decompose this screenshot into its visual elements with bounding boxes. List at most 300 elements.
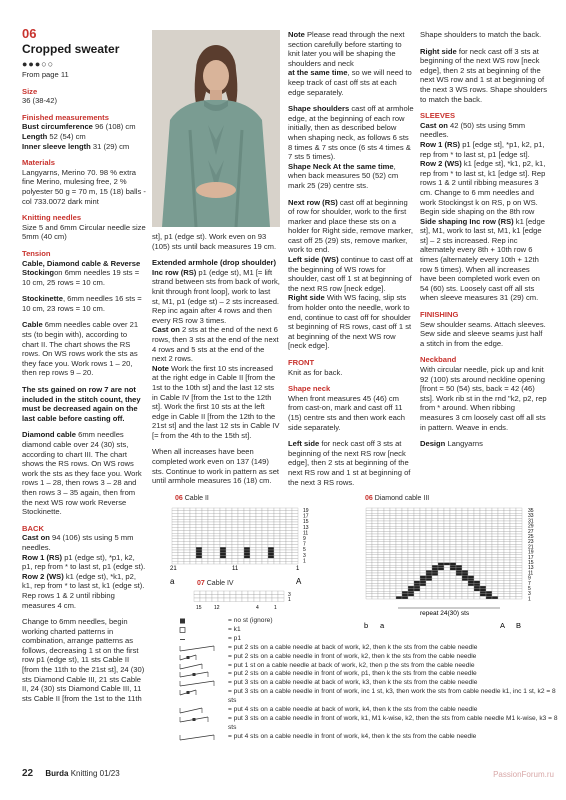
chart-cell: [450, 518, 456, 521]
chart-cell: [238, 525, 244, 528]
chart-cell: [414, 586, 420, 589]
chart-cell: [230, 591, 236, 595]
chart-cell: [504, 583, 510, 586]
chart-cell: [456, 560, 462, 563]
chart-cell: [402, 581, 408, 584]
chart-cell: [492, 537, 498, 540]
chart-cell: [408, 550, 414, 553]
chart-cell: [498, 570, 504, 573]
chart-cell: [414, 560, 420, 563]
chart-cell: [286, 544, 292, 547]
chart-cell: [456, 521, 462, 524]
chart-row-number: 3: [303, 552, 306, 559]
chart-cell: [486, 594, 492, 597]
chart-cell: [438, 586, 444, 589]
chart-cell: [510, 573, 516, 576]
chart-cell: [474, 576, 480, 579]
chart-cell: [516, 565, 522, 568]
chart-cell: [414, 547, 420, 550]
chart-cell: [250, 525, 256, 528]
chart-cell: [468, 529, 474, 532]
chart-cell: [190, 533, 196, 536]
chart-cell: [266, 598, 272, 602]
chart-cell: [504, 570, 510, 573]
chart-cell: [238, 539, 244, 542]
chart-cell: [280, 550, 286, 553]
chart-cell: [510, 576, 516, 579]
chart-cell: [474, 583, 480, 586]
chart-cell: [504, 573, 510, 576]
chart-cell: [432, 513, 438, 516]
chart-cell: [396, 560, 402, 563]
chart-cell: [468, 591, 474, 594]
chart-cell: [202, 514, 208, 517]
chart-cell: [384, 544, 390, 547]
chart-cell: [444, 534, 450, 537]
chart-cell: [372, 594, 378, 597]
chart-cell: [402, 578, 408, 581]
chart-cell: [474, 516, 480, 519]
chart-cell: [366, 511, 372, 514]
chart-cell: [190, 547, 196, 550]
chart-cell: [408, 521, 414, 524]
chart-cell: [390, 539, 396, 542]
chart-cell: [474, 526, 480, 529]
chart-cell: [250, 556, 256, 559]
chart-cell: [456, 586, 462, 589]
chart-cell: [384, 586, 390, 589]
chart-cell: [256, 516, 262, 519]
section-heading: Neckband: [420, 355, 457, 365]
chart-cell: [372, 508, 378, 511]
chart-cell: [432, 526, 438, 529]
chart-row-number: 5: [303, 547, 306, 554]
chart-row-number: 7: [303, 541, 306, 548]
chart-cell: [274, 516, 280, 519]
chart-cell: [474, 565, 480, 568]
chart-cell: [220, 556, 226, 559]
chart-cell: [178, 536, 184, 539]
body-text: p1 (edge st), M1 [= lift strand between sts from back of work, knit through front loop], work to last st, M1, p1 (edge st) – 2 sts increased. Rep inc again after 4 rows and then every RS row 3 times.: [152, 267, 280, 325]
chart-cell: [402, 539, 408, 542]
chart-cell: [456, 578, 462, 581]
chart-cell: [250, 536, 256, 539]
chart-cell: [372, 583, 378, 586]
chart-cell: [414, 516, 420, 519]
chart-cell: [480, 581, 486, 584]
chart-cell: [504, 524, 510, 527]
chart-cell: [384, 557, 390, 560]
chart-cell: [286, 522, 292, 525]
chart-cell: [268, 536, 274, 539]
chart-cell: [474, 539, 480, 542]
chart-cell: [194, 591, 200, 595]
chart-cell: [432, 596, 438, 599]
chart-cell: [196, 533, 202, 536]
chart-cell: [438, 576, 444, 579]
chart-cell: [214, 544, 220, 547]
chart-cell: [498, 576, 504, 579]
chart-cell: [402, 524, 408, 527]
chart-cell: [504, 521, 510, 524]
chart-row-number: 11: [528, 570, 534, 577]
chart-cell: [366, 516, 372, 519]
chart-cell: [396, 518, 402, 521]
chart-cell: [510, 537, 516, 540]
chart-cell: [438, 560, 444, 563]
chart-cell: [184, 514, 190, 517]
chart-cell: [214, 556, 220, 559]
chart-cell: [232, 556, 238, 559]
chart-cell: [420, 518, 426, 521]
chart-cell: [456, 563, 462, 566]
chart-cell: [402, 563, 408, 566]
chart-cell: [486, 563, 492, 566]
chart-cell: [444, 557, 450, 560]
chart-cell: [280, 508, 286, 511]
chart-cell: [396, 531, 402, 534]
chart-cell: [262, 519, 268, 522]
chart-cell: [250, 553, 256, 556]
chart-row-number: 3: [528, 591, 531, 598]
chart-cell: [444, 570, 450, 573]
chart-cell: [408, 539, 414, 542]
chart-cell: [426, 594, 432, 597]
col1-section: [22, 249, 146, 287]
chart-cell: [366, 552, 372, 555]
chart-cell: [226, 525, 232, 528]
chart-cell: [480, 526, 486, 529]
bold-term: Diamond cable: [22, 430, 77, 440]
chart-cell: [250, 539, 256, 542]
chart-cell: [456, 576, 462, 579]
chart-cell: [366, 550, 372, 553]
chart-cell: [426, 542, 432, 545]
chart-cell: [414, 563, 420, 566]
chart-cell: [396, 573, 402, 576]
chart-cell: [372, 550, 378, 553]
chart-cell: [420, 586, 426, 589]
legend-text: = put 4 sts on a cable needle at back of work, k4, then k the sts from the cable needle: [228, 706, 478, 714]
chart-cell: [172, 511, 178, 514]
chart-cell: [384, 576, 390, 579]
chart-row-number: 21: [528, 544, 534, 551]
chart-cell: [220, 511, 226, 514]
chart-cell: [486, 573, 492, 576]
chart-cell: [178, 542, 184, 545]
chart-cell: [504, 547, 510, 550]
chart-cell: [396, 596, 402, 599]
bold-term: Row 2 (WS): [420, 159, 462, 169]
chart-cell: [426, 529, 432, 532]
chart-cell: [208, 522, 214, 525]
chart-cell: [274, 550, 280, 553]
chart-cell: [450, 544, 456, 547]
chart-cell: [420, 539, 426, 542]
chart-cell: [456, 547, 462, 550]
chart-cell: [438, 550, 444, 553]
chart-row-number: 27: [528, 528, 534, 535]
chart-cell: [450, 539, 456, 542]
chart-cell: [432, 557, 438, 560]
body-text: 6mm needles cable over 21 sts (to begin with), according to chart II. The chart shows the RS rows. On WS rows work the sts as they face you. Work rows 1 – 20, then rep rows 9 – 20.: [22, 320, 139, 378]
bold-term: Stockinette: [22, 294, 63, 304]
chart-cell: [238, 514, 244, 517]
chart-cell: [384, 539, 390, 542]
chart-cell: [244, 547, 250, 550]
chart-cell: [178, 530, 184, 533]
col2-section: [152, 447, 280, 485]
chart-cell: [504, 596, 510, 599]
chart-cell: [196, 519, 202, 522]
chart-cell: [366, 589, 372, 592]
legend-text: = put 3 sts on a cable needle in front of work, k1, M1 k-wise, k2, then the sts from cable needle M1 k-wise, k3 = 8 sts: [228, 714, 558, 731]
chart-cell: [438, 537, 444, 540]
chart-cell: [280, 544, 286, 547]
chart-cell: [384, 550, 390, 553]
chart-cell: [486, 521, 492, 524]
difficulty-rating: ●●●○○: [22, 59, 55, 69]
chart-cell: [390, 518, 396, 521]
chart-cell: [208, 542, 214, 545]
chart-cell: [480, 524, 486, 527]
chart-cell: [498, 521, 504, 524]
chart-cell: [420, 560, 426, 563]
chart-cell: [426, 578, 432, 581]
chart-row-number: 9: [528, 575, 531, 582]
chart-cell: [238, 519, 244, 522]
chart-cell: [378, 526, 384, 529]
chart-cell: [462, 547, 468, 550]
chart-cell: [408, 552, 414, 555]
chart-cell: [504, 563, 510, 566]
chart-cell: [516, 531, 522, 534]
chart-cell: [378, 581, 384, 584]
legend-text: = put 1 st on a cable needle at back of work, k2, then p the sts from the cable needle: [228, 661, 475, 669]
chart-cell: [254, 595, 260, 599]
chart-cell: [378, 557, 384, 560]
chart-cell: [408, 513, 414, 516]
chart-cell: [402, 521, 408, 524]
chart-cell: [408, 589, 414, 592]
chart-cell: [408, 573, 414, 576]
chart-cell: [208, 516, 214, 519]
chart-cell: [426, 550, 432, 553]
chart-cell: [450, 550, 456, 553]
chart-cell: [190, 511, 196, 514]
chart-cell: [372, 511, 378, 514]
chart-cell: [202, 516, 208, 519]
chart-cell: [238, 542, 244, 545]
body-text: k1 (edge st), *k1, p2, k1, rep from * to last st, k1 (edge st). Rep rows 1 & 2 until ribbing measures 4 cm.: [22, 571, 145, 610]
chart-cell: [250, 533, 256, 536]
col3-section: [288, 30, 414, 97]
chart-cell: [384, 573, 390, 576]
chart-cell: [238, 522, 244, 525]
chart-cell: [456, 508, 462, 511]
chart-cell: [426, 526, 432, 529]
chart-cell: [456, 568, 462, 571]
chart-cell: [426, 521, 432, 524]
chart-cell: [426, 544, 432, 547]
chart-cell: [274, 533, 280, 536]
chart-cell: [462, 555, 468, 558]
chart-cell: [272, 591, 278, 595]
chart-cell: [510, 516, 516, 519]
body-text: Please read through the next section carefully before starting to knit later you will be shaping the shoulders and neck: [288, 30, 405, 68]
chart-cell: [214, 550, 220, 553]
chart-cell: [438, 596, 444, 599]
chart-cell: [202, 553, 208, 556]
chart-cell: [480, 591, 486, 594]
chart-cell: [438, 568, 444, 571]
body-text: st], p1 (edge st). Work even on 93 (105) sts until back measures 19 cm.: [152, 232, 277, 251]
body-text: cast off at armhole edge, at the beginning of each row initially, then as described below when shaping neck, as follows 6 sts 8 times & 7 sts once (6 sts 4 times & 7 sts 5 times).: [288, 104, 414, 162]
chart-cell: [226, 542, 232, 545]
chart-cell: [444, 508, 450, 511]
chart-cell: [402, 560, 408, 563]
chart-cell: [220, 544, 226, 547]
chart-cell: [498, 594, 504, 597]
chart-cell: [390, 563, 396, 566]
bold-term: Cast on: [22, 533, 50, 543]
chart-cell: [432, 547, 438, 550]
chart-cell: [292, 522, 298, 525]
chart-cell: [480, 586, 486, 589]
chart-cell: [516, 557, 522, 560]
chart-cell: [396, 552, 402, 555]
body-text: 52 (54) cm: [47, 131, 86, 141]
chart-cell: [250, 530, 256, 533]
chart-cell: [516, 544, 522, 547]
chart-cell: [390, 508, 396, 511]
chart-cell: [256, 536, 262, 539]
chart-cell: [426, 508, 432, 511]
chart-cell: [420, 547, 426, 550]
chart-cell: [456, 529, 462, 532]
chart-cell: [510, 594, 516, 597]
col1-section: [22, 294, 146, 313]
chart-cell: [432, 552, 438, 555]
chart-diamond-label: 06 Diamond cable III: [365, 495, 430, 502]
chart-cell: [238, 553, 244, 556]
bold-term: Right side: [420, 46, 457, 56]
chart-cell: [268, 530, 274, 533]
chart-cell: [444, 513, 450, 516]
chart-cell: [468, 568, 474, 571]
legend-symbol-icon: [168, 653, 228, 662]
chart-cell: [262, 533, 268, 536]
chart-cell: [468, 555, 474, 558]
bold-term: Side shaping Inc row (RS): [420, 216, 514, 226]
chart-cell: [232, 530, 238, 533]
chart-cell: [274, 556, 280, 559]
chart-cell: [190, 550, 196, 553]
chart-cell: [178, 556, 184, 559]
legend-symbol-icon: [168, 706, 228, 715]
legend-item: [168, 662, 558, 671]
chart-cell: [498, 565, 504, 568]
chart-cell: [414, 508, 420, 511]
chart-cell: [438, 511, 444, 514]
chart-cell: [184, 522, 190, 525]
chart-cell: [262, 556, 268, 559]
chart-cell: [172, 542, 178, 545]
chart-cell: [390, 555, 396, 558]
legend-item: [168, 635, 558, 644]
chart-cell: [450, 583, 456, 586]
chart-cell: [366, 578, 372, 581]
chart-cell: [432, 539, 438, 542]
chart-cell: [256, 511, 262, 514]
chart-cell: [218, 598, 224, 602]
chart-cell: [504, 550, 510, 553]
chart-cell: [420, 552, 426, 555]
legend-symbol-icon: [168, 635, 228, 644]
bold-term: Note: [152, 363, 169, 373]
chart-cell: [414, 565, 420, 568]
chart-cell: [372, 516, 378, 519]
chart-cell: [286, 511, 292, 514]
chart-cell: [492, 583, 498, 586]
chart-cell: [214, 511, 220, 514]
chart-cell: [190, 553, 196, 556]
chart-cell: [232, 542, 238, 545]
body-text: 6mm needles diamond cable over 24 (30) sts, according to chart III. The chart shows the RS rows. On WS rows work the sts as they face you. Work rows 1 – 28, then rows 3 – 28 and then rows 3 – 35 again, then from the next WS row work Reverse Stockinette.: [22, 430, 142, 517]
chart-cell: [390, 596, 396, 599]
chart-cell: [372, 591, 378, 594]
chart-cell: [232, 533, 238, 536]
chart-cell: [438, 534, 444, 537]
chart-cell: [256, 544, 262, 547]
chart-cell: [212, 598, 218, 602]
chart-cell: [402, 511, 408, 514]
chart-cell: [372, 518, 378, 521]
chart-cell: [292, 536, 298, 539]
chart-cell: [172, 547, 178, 550]
chart-cell: [480, 568, 486, 571]
chart-cell: [256, 522, 262, 525]
chart-cell: [486, 508, 492, 511]
chart-cell: [468, 570, 474, 573]
chart-cell: [390, 524, 396, 527]
chart-row-number: 25: [528, 534, 534, 540]
chart-cell: [220, 550, 226, 553]
chart-cell: [172, 558, 178, 561]
chart-cell: [426, 573, 432, 576]
chart-cell: [190, 556, 196, 559]
chart-row-number: 31: [528, 518, 534, 525]
chart-cell: [238, 544, 244, 547]
chart-cell: [372, 529, 378, 532]
chart-cell: [372, 560, 378, 563]
chart-cell: [366, 594, 372, 597]
chart-cell: [420, 508, 426, 511]
chart-cell: [486, 531, 492, 534]
chart-cable4-label: 07 Cable IV: [197, 580, 234, 587]
body-text: Change to 6mm needles, begin working charted patterns in combination, arrange patterns as follows, decreasing 1 st on the first row p1 (edge st), 11 sts Cable II [from the 11th to the 21st st], 24 (30) sts Diamond Cable III, 21 sts Cable II, 24 (30) sts Diamond Cable III, 11 sts Cable II [from the 1st to the 11th: [22, 617, 145, 703]
chart-row-number: 1: [303, 558, 306, 565]
chart-cell: [444, 594, 450, 597]
chart-cell: [510, 524, 516, 527]
chart-cell: [262, 508, 268, 511]
chart-cell: [268, 558, 274, 561]
chart-cell: [372, 581, 378, 584]
chart-cell: [366, 531, 372, 534]
chart-cell: [244, 528, 250, 531]
chart-cell: [504, 508, 510, 511]
chart-cell: [420, 578, 426, 581]
